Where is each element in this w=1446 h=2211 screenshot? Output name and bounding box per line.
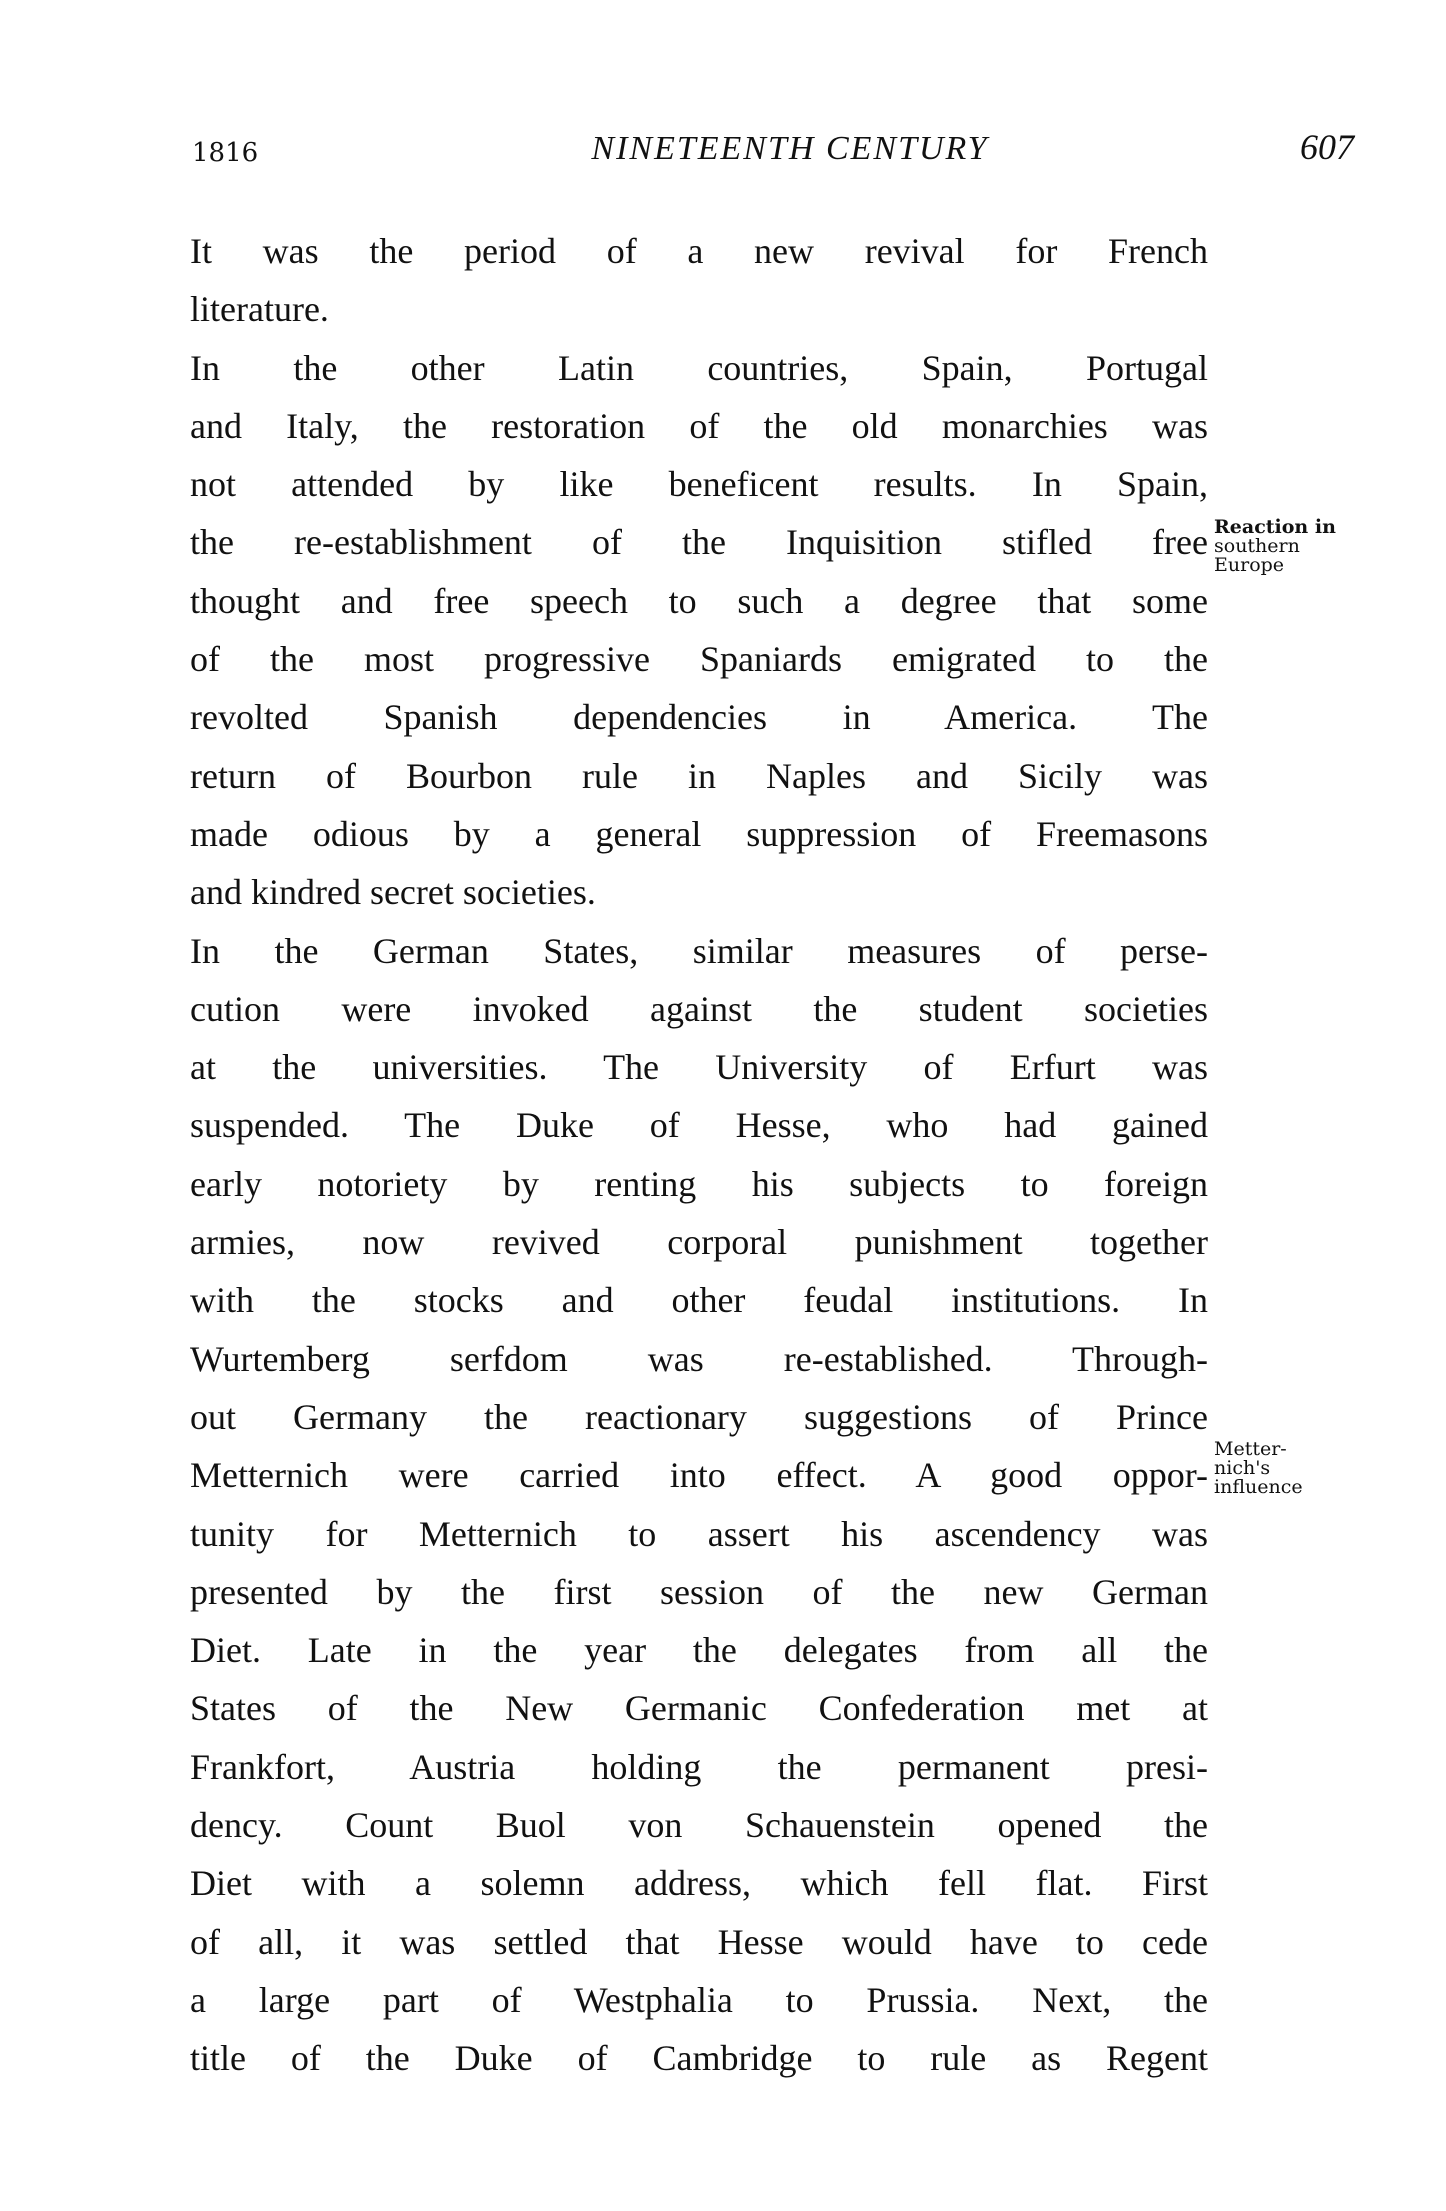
text-line: tunity for Metternich to assert his ascendency was: [190, 1513, 1208, 1554]
text-line: presented by the first session of the new German: [190, 1571, 1208, 1612]
text-line: title of the Duke of Cambridge to rule as Regent: [190, 2038, 1208, 2079]
text-line: and kindred secret societies.: [190, 872, 596, 913]
text-line: cution were invoked against the student societies: [190, 988, 1208, 1029]
text-line: Wurtemberg serfdom was re-established. Through-: [190, 1338, 1208, 1379]
text-line: and Italy, the restoration of the old monarchies was: [190, 405, 1208, 446]
text-line: made odious by a general suppression of Freemasons: [190, 813, 1208, 854]
text-line: Diet with a solemn address, which fell flat. First: [190, 1863, 1208, 1904]
text-line: literature.: [190, 289, 329, 330]
running-title: NINETEENTH CENTURY: [591, 130, 989, 167]
text-line: out Germany the reactionary suggestions of Prince: [190, 1396, 1208, 1437]
text-line: In the other Latin countries, Spain, Portugal: [190, 347, 1208, 388]
text-line: of all, it was settled that Hesse would have to cede: [190, 1921, 1208, 1962]
text-line: In the German States, similar measures of perse-: [190, 930, 1208, 971]
text-line: It was the period of a new revival for French: [190, 231, 1208, 271]
text-line: a large part of Westphalia to Prussia. Next, the: [190, 1979, 1208, 2020]
text-line: thought and free speech to such a degree that some: [190, 580, 1208, 621]
header-year: 1816: [192, 138, 259, 168]
text-line: at the universities. The University of Erfurt was: [190, 1047, 1208, 1088]
body-text: [190, 222, 1208, 2088]
margin-note-line: southern: [1214, 535, 1300, 557]
text-line: dency. Count Buol von Schauenstein opened the: [190, 1805, 1208, 1846]
text-line: Metternich were carried into effect. A good oppor-: [190, 1455, 1208, 1496]
text-line: Frankfort, Austria holding the permanent presi-: [190, 1746, 1208, 1787]
margin-note-line: Metter-: [1214, 1438, 1287, 1460]
text-line: armies, now revived corporal punishment together: [190, 1222, 1208, 1263]
margin-note-line: Europe: [1214, 554, 1285, 576]
margin-note-line: Reaction in: [1214, 516, 1336, 538]
text-line: suspended. The Duke of Hesse, who had gained: [190, 1105, 1208, 1146]
text-line: the re-establishment of the Inquisition stifled free: [190, 522, 1208, 563]
text-line: with the stocks and other feudal institutions. In: [190, 1280, 1208, 1321]
margin-note-reaction: [1214, 518, 1336, 575]
text-line: States of the New Germanic Confederation met at: [190, 1688, 1208, 1729]
text-line: not attended by like beneficent results. In Spain,: [190, 464, 1208, 505]
page-number: 607: [1300, 127, 1354, 167]
text-line: return of Bourbon rule in Naples and Sicily was: [190, 755, 1208, 796]
text-line: early notoriety by renting his subjects to foreign: [190, 1163, 1208, 1204]
margin-note-line: influence: [1214, 1476, 1303, 1498]
text-line: of the most progressive Spaniards emigrated to the: [190, 639, 1208, 680]
margin-note-metternich: [1214, 1440, 1303, 1497]
text-line: Diet. Late in the year the delegates from all the: [190, 1630, 1208, 1671]
margin-note-line: nich's: [1214, 1457, 1271, 1479]
text-line: revolted Spanish dependencies in America. The: [190, 697, 1208, 738]
